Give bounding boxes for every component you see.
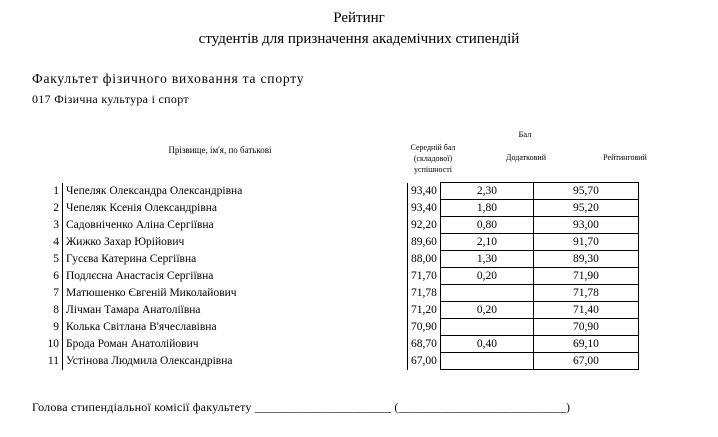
table-row — [30, 251, 638, 268]
row-number: 11 — [30, 353, 63, 370]
rating-score: 69,10 — [533, 336, 638, 353]
document-subtitle: студентів для призначення академічних стипендій — [198, 31, 520, 47]
average-score: 70,90 — [411, 321, 437, 333]
faculty-name: Факультет фізичного виховання та спорту — [32, 71, 305, 86]
table-row — [30, 302, 638, 319]
table-row — [30, 353, 638, 370]
student-name: Жижко Захар Юрійович — [63, 234, 408, 251]
average-score: 93,40 — [411, 185, 437, 197]
table-row — [30, 217, 638, 234]
student-name: Чепеляк Олександра Олександрівна — [63, 183, 408, 200]
average-score: 89,60 — [411, 236, 437, 248]
signature-line: Голова стипендіальної комісії факультету ______________________ (___________________________) — [32, 400, 571, 414]
student-name: Лічман Тамара Анатоліївна — [63, 302, 408, 319]
average-score: 71,20 — [411, 304, 437, 316]
rating-score: 71,40 — [533, 302, 638, 319]
rating-score: 70,90 — [533, 319, 638, 336]
extra-score: 0,80 — [440, 217, 533, 234]
table-row — [30, 234, 638, 251]
table-row — [30, 285, 638, 302]
rating-score: 93,00 — [533, 217, 638, 234]
student-name: Чепеляк Ксенія Олександрівна — [63, 200, 408, 217]
average-score: 68,70 — [411, 338, 437, 350]
student-name: Гусєва Катерина Сергіївна — [63, 251, 408, 268]
row-number: 3 — [30, 217, 63, 234]
extra-score: 0,20 — [440, 268, 533, 285]
extra-score: 1,80 — [440, 200, 533, 217]
average-score: 71,70 — [411, 270, 437, 282]
extra-score: 2,10 — [440, 234, 533, 251]
document-title: Рейтинг — [333, 10, 385, 26]
student-name: Матюшенко Євгеній Миколайович — [63, 285, 408, 302]
specialty-name: 017 Фізична культура і спорт — [32, 92, 189, 106]
table-row — [30, 336, 638, 353]
average-score: 88,00 — [411, 253, 437, 265]
rating-score: 71,90 — [533, 268, 638, 285]
extra-score — [440, 285, 533, 302]
rating-score: 67,00 — [533, 353, 638, 370]
extra-score — [440, 319, 533, 336]
rating-table-body — [30, 183, 638, 370]
extra-score: 1,30 — [440, 251, 533, 268]
table-row — [30, 319, 638, 336]
table-row — [30, 183, 638, 200]
rating-score: 95,70 — [533, 183, 638, 200]
average-score: 92,20 — [411, 219, 437, 231]
average-score: 71,78 — [411, 287, 437, 299]
row-number: 8 — [30, 302, 63, 319]
row-number: 7 — [30, 285, 63, 302]
row-number: 10 — [30, 336, 63, 353]
rating-score: 71,78 — [533, 285, 638, 302]
row-number: 9 — [30, 319, 63, 336]
header-full-name: Прізвище, ім'я, по батькові — [168, 145, 272, 155]
table-row — [30, 268, 638, 285]
header-extra-score: Додатковий — [506, 153, 546, 162]
student-name: Устінова Людмила Олександрівна — [63, 353, 408, 370]
average-score: 67,00 — [411, 355, 437, 367]
average-score: 93,40 — [411, 202, 437, 214]
header-bal: Бал — [518, 129, 532, 139]
student-name: Садовніченко Аліна Сергіївна — [63, 217, 408, 234]
student-name: Брода Роман Анатолійович — [63, 336, 408, 353]
extra-score — [440, 353, 533, 370]
rating-score: 89,30 — [533, 251, 638, 268]
student-name: Подлєсна Анастасія Сергіївна — [63, 268, 408, 285]
student-name: Колька Світлана В'ячеславівна — [63, 319, 408, 336]
row-number: 4 — [30, 234, 63, 251]
table-row — [30, 200, 638, 217]
header-average-score: Середній бал (складової) успішності — [410, 143, 456, 174]
rating-table — [30, 182, 639, 370]
rating-score: 95,20 — [533, 200, 638, 217]
extra-score: 2,30 — [440, 183, 533, 200]
row-number: 2 — [30, 200, 63, 217]
rating-score: 91,70 — [533, 234, 638, 251]
row-number: 6 — [30, 268, 63, 285]
header-rating-score: Рейтинговий — [603, 153, 647, 162]
row-number: 1 — [30, 183, 63, 200]
extra-score: 0,40 — [440, 336, 533, 353]
extra-score: 0,20 — [440, 302, 533, 319]
row-number: 5 — [30, 251, 63, 268]
